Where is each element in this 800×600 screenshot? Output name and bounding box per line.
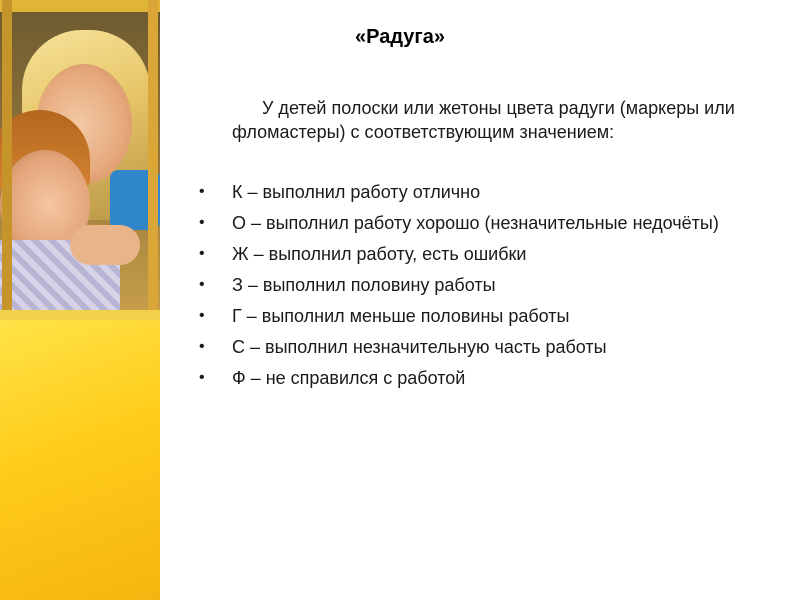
list-item-text: К – выполнил работу отлично <box>232 182 481 202</box>
bullet-icon: • <box>199 183 205 200</box>
list-item <box>196 366 756 390</box>
bus-pillar <box>2 0 12 320</box>
list-item-text: З – выполнил половину работы <box>232 275 496 295</box>
list-item <box>196 180 756 204</box>
yellow-background <box>0 320 160 600</box>
list-item-text: О – выполнил работу хорошо (незначительные недочёты) <box>232 213 719 233</box>
bullet-list <box>196 180 756 397</box>
list-item-text: С – выполнил незначительную часть работы <box>232 337 607 357</box>
list-item <box>196 242 756 266</box>
bullet-icon: • <box>199 214 205 231</box>
list-item-text: Ф – не справился с работой <box>232 368 466 388</box>
list-item <box>196 335 756 359</box>
bullet-icon: • <box>199 338 205 355</box>
list-item <box>196 211 756 235</box>
list-item-text: Г – выполнил меньше половины работы <box>232 306 570 326</box>
list-item <box>196 273 756 297</box>
bullet-icon: • <box>199 245 205 262</box>
bullet-icon: • <box>199 307 205 324</box>
slide-title: «Радуга» <box>355 26 445 48</box>
children-photo <box>0 0 160 320</box>
decorative-photo-panel <box>0 0 160 600</box>
intro-paragraph: У детей полоски или жетоны цвета радуги (маркеры или фломастеры) с соответствующим значением: <box>232 98 735 142</box>
bus-window-frame <box>0 0 160 12</box>
bus-pillar <box>148 0 158 320</box>
bullet-icon: • <box>199 369 205 386</box>
child-arm <box>70 225 140 265</box>
bullet-icon: • <box>199 276 205 293</box>
list-item <box>196 304 756 328</box>
list-item-text: Ж – выполнил работу, есть ошибки <box>232 244 527 264</box>
